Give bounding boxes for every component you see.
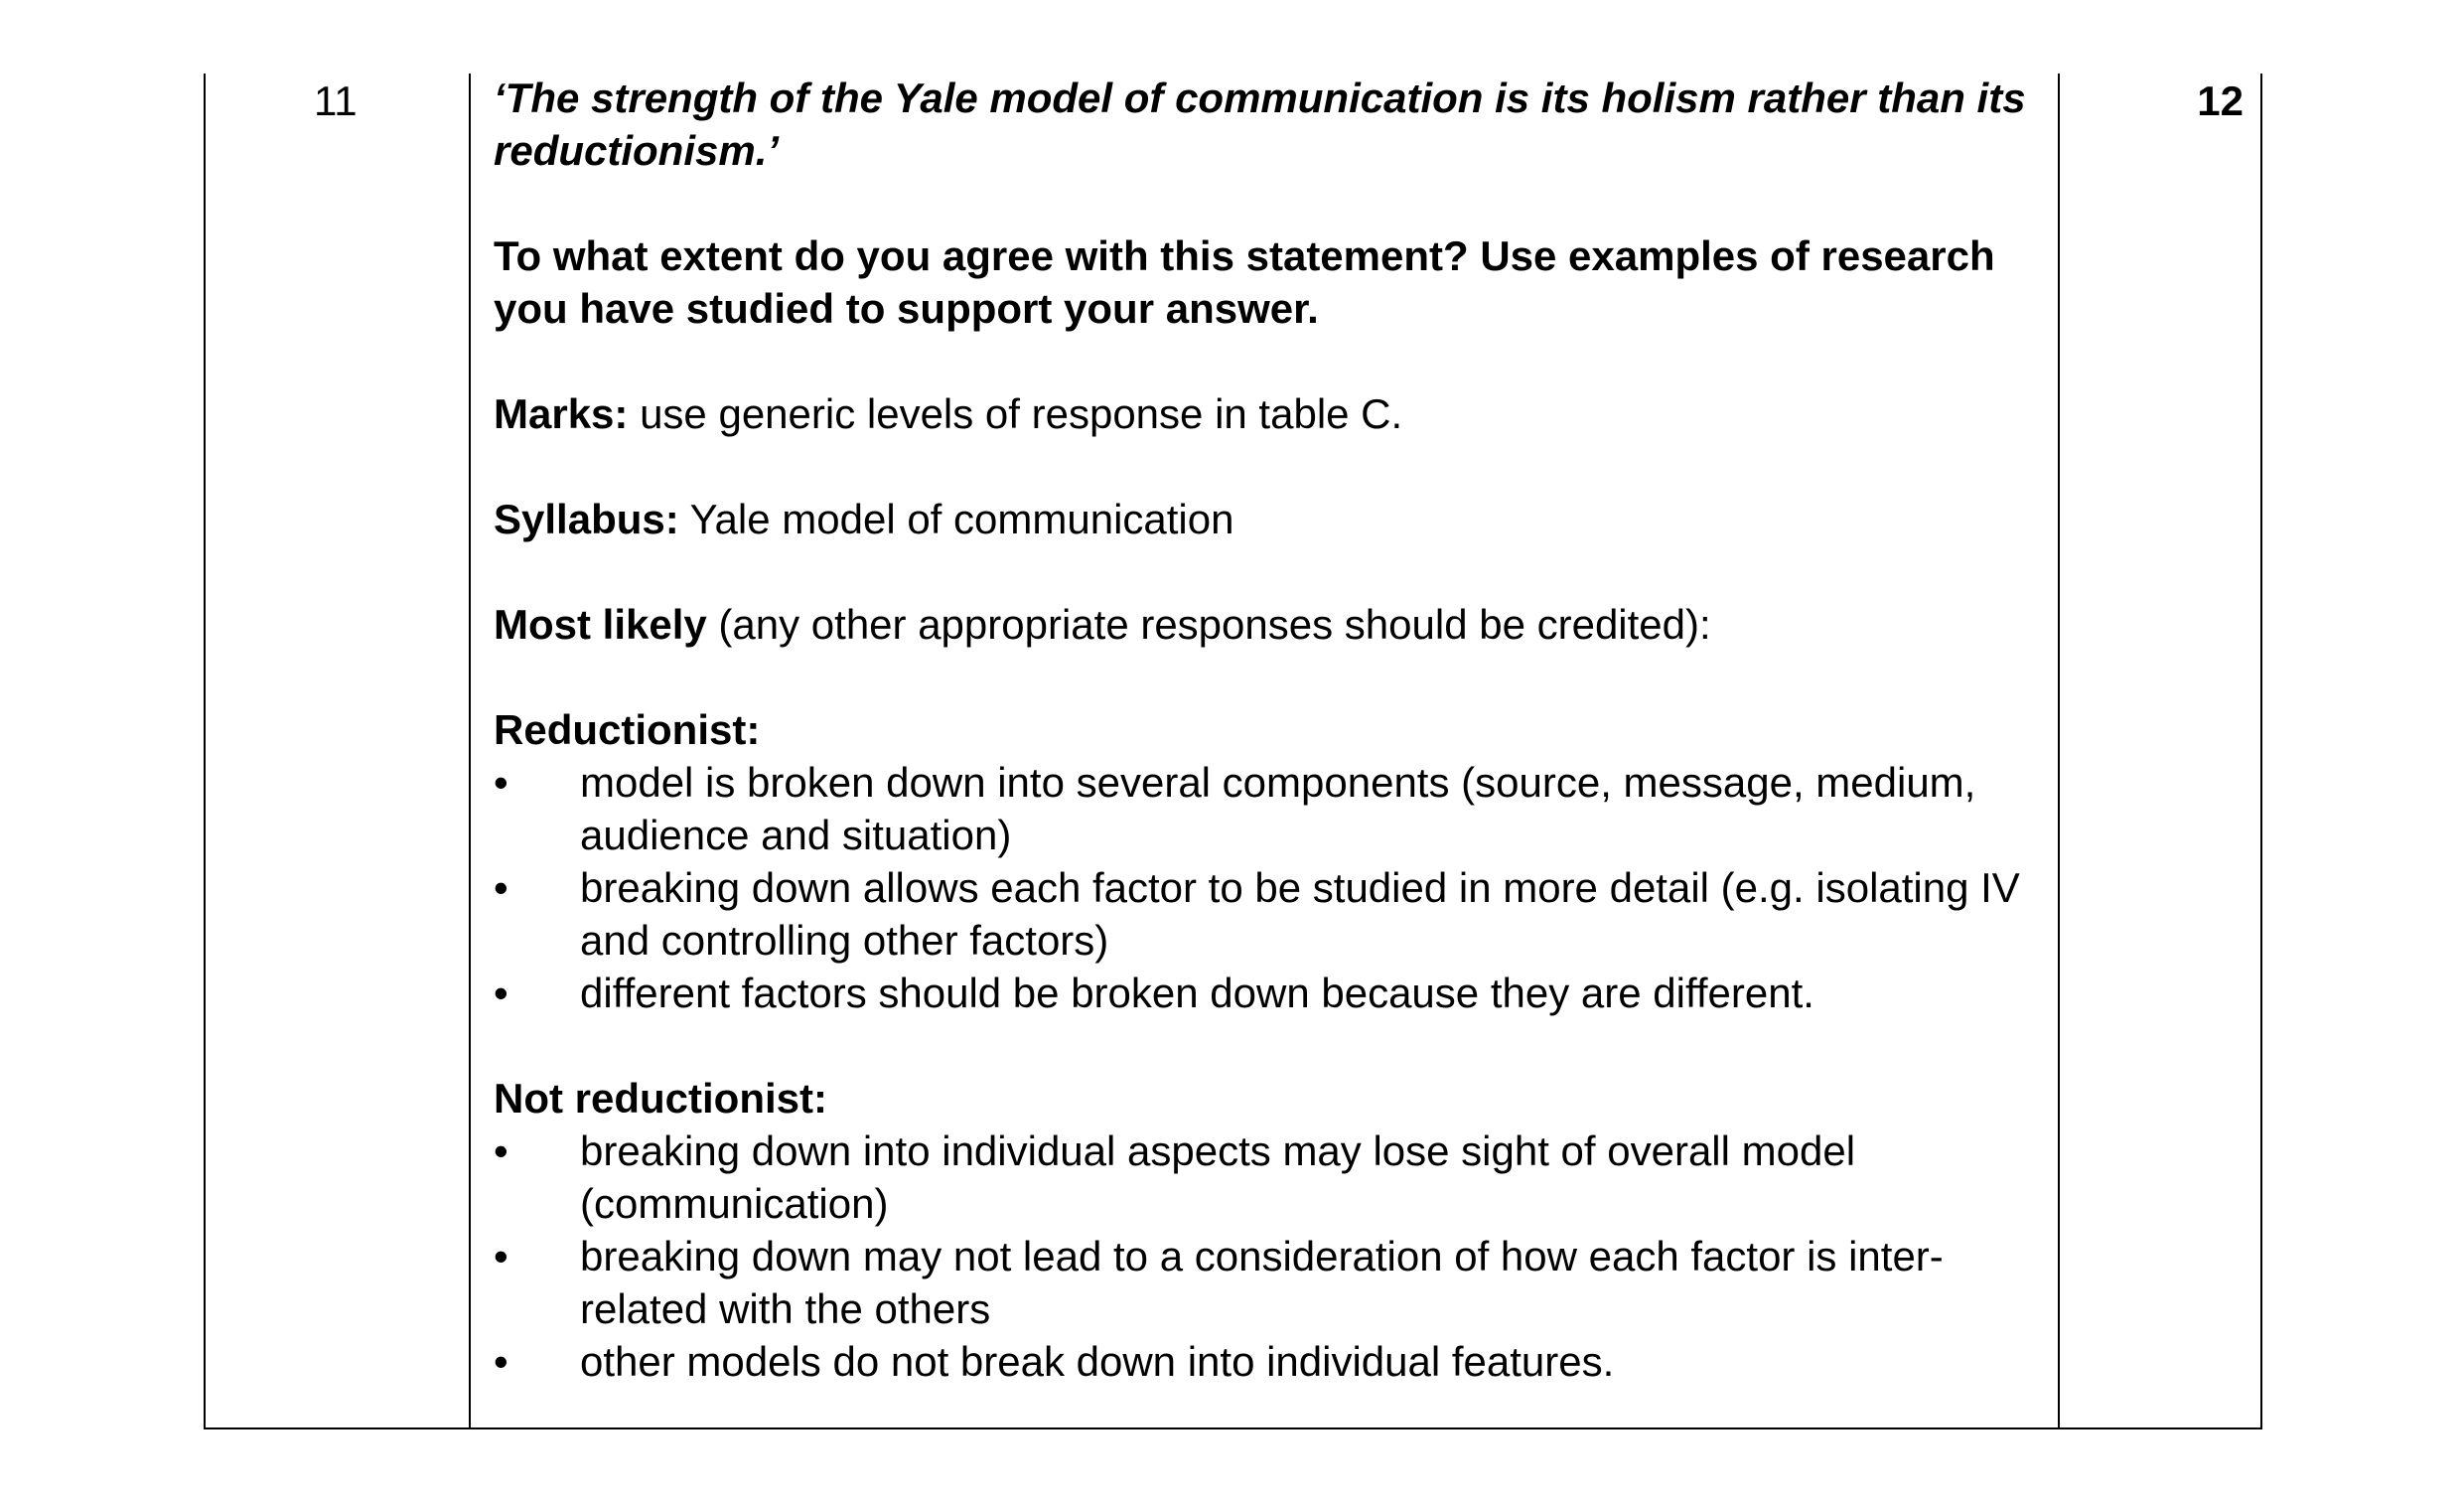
bullet-icon: • [494,759,508,806]
column-divider [2058,74,2060,1429]
reductionist-list [494,756,2033,1019]
column-divider [469,74,471,1429]
bullet-icon: • [494,970,508,1016]
question-text: To what extent do you agree with this statement? Use examples of research you have studied to support your answer. [494,232,1995,332]
not-reductionist-list [494,1125,2033,1388]
section-heading-reductionist: Reductionist: [494,706,761,753]
list-item: • other models do not break down into individual features. [494,1335,2033,1388]
marks-line [494,387,2033,440]
list-item: • breaking down may not lead to a consideration of how each factor is inter-related with the others [494,1230,2033,1335]
most-likely-label: Most likely [494,601,707,648]
answer-content [494,72,2033,1388]
question-quote: ‘The strength of the Yale model of communication is its holism rather than its reductionism.’ [494,75,2026,174]
question-number: 11 [314,77,358,124]
marks-label: Marks: [494,390,629,437]
total-marks: 12 [2197,77,2244,124]
bullet-icon: • [494,864,508,911]
list-item: • different factors should be broken down because they are different. [494,967,2033,1019]
syllabus-text: Yale model of communication [678,496,1234,542]
most-likely-text: (any other appropriate responses should be credited): [706,601,1711,648]
section-heading-not-reductionist: Not reductionist: [494,1075,827,1122]
syllabus-label: Syllabus: [494,496,679,542]
list-item: • breaking down allows each factor to be studied in more detail (e.g. isolating IV and controlling other factors) [494,861,2033,967]
bullet-icon: • [494,1233,508,1279]
marks-text: use generic levels of response in table C. [628,390,1403,437]
list-item: • model is broken down into several components (source, message, medium, audience and situation) [494,756,2033,861]
bullet-icon: • [494,1127,508,1174]
syllabus-line [494,493,2033,545]
most-likely-line [494,598,2033,651]
bullet-icon: • [494,1338,508,1385]
list-item: • breaking down into individual aspects may lose sight of overall model (communication) [494,1125,2033,1230]
